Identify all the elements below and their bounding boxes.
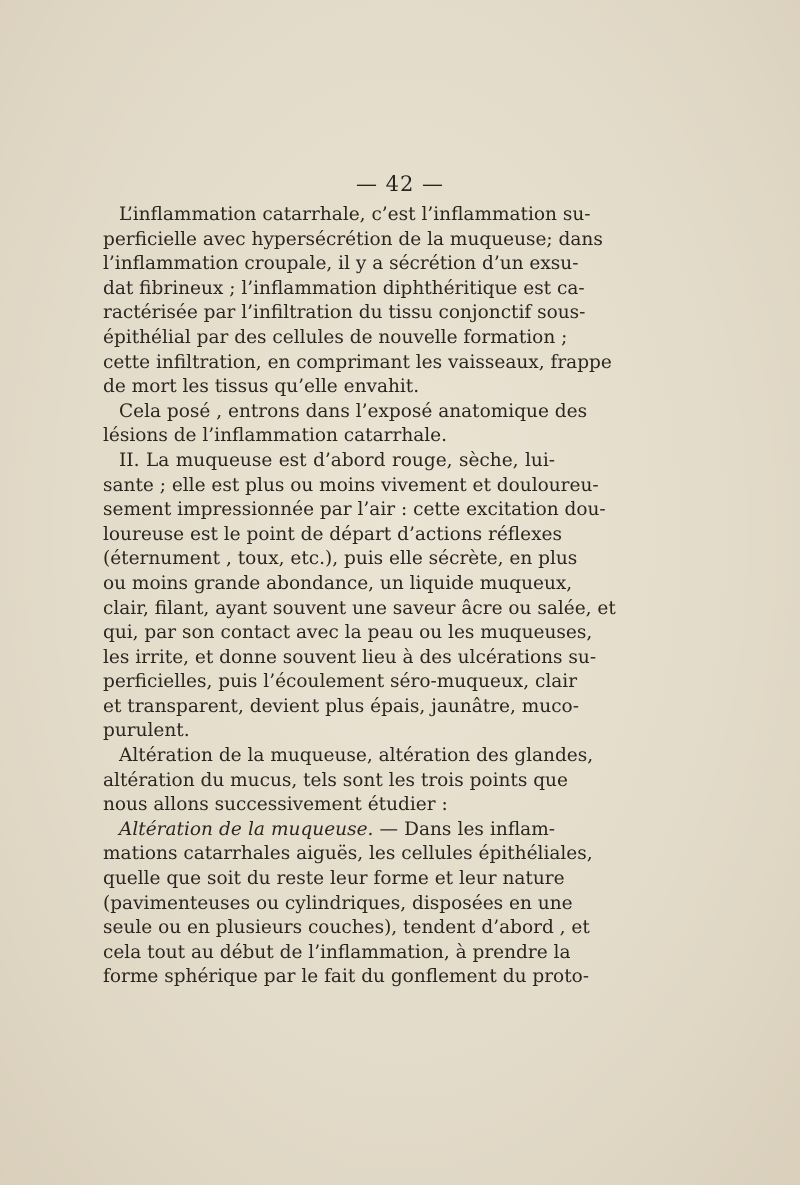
text-line: de mort les tissus qu’elle envahit.: [103, 376, 420, 398]
text-line: (éternument , toux, etc.), puis elle sécrète, en plus: [103, 548, 578, 570]
text-line: L’inflammation catarrhale, c’est l’inflammation su-: [119, 204, 591, 225]
text-line: et transparent, devient plus épais, jaunâtre, muco-: [103, 695, 579, 717]
text-line: Cela posé , entrons dans l’exposé anatomique des: [119, 400, 588, 422]
text-line: épithélial par des cellules de nouvelle formation ;: [103, 326, 568, 348]
text-line: II. La muqueuse est d’abord rouge, sèche, lui-: [119, 449, 555, 471]
text-line: perficielle avec hypersécrétion de la muqueuse; dans: [103, 228, 603, 250]
text-line: cette infiltration, en comprimant les vaisseaux, frappe: [103, 351, 612, 373]
text-line: cela tout au début de l’inflammation, à prendre la: [103, 941, 571, 963]
text-line: purulent.: [103, 720, 190, 742]
text-line: clair, filant, ayant souvent une saveur âcre ou salée, et: [103, 597, 616, 619]
text-line: qui, par son contact avec la peau ou les muqueuses,: [103, 622, 593, 644]
text-line: altération du mucus, tels sont les trois points que: [103, 769, 568, 791]
text-line: dat fibrineux ; l’inflammation diphthéritique est ca-: [103, 277, 585, 299]
text-line: nous allons successivement étudier :: [103, 794, 448, 816]
line-rest: — Dans les inflam-: [373, 818, 555, 840]
text-line: lésions de l’inflammation catarrhale.: [103, 425, 448, 447]
text-line: (pavimenteuses ou cylindriques, disposées en une: [103, 892, 573, 914]
text-line: les irrite, et donne souvent lieu à des ulcérations su-: [103, 646, 597, 668]
text-line: seule ou en plusieurs couches), tendent d’abord , et: [103, 917, 590, 939]
page-number: — 42 —: [355, 172, 445, 196]
body-text: [103, 203, 616, 990]
section-heading-italic: Altération de la muqueuse.: [119, 818, 374, 840]
text-line: sante ; elle est plus ou moins vivement et douloureu-: [103, 474, 599, 496]
text-line: Altération de la muqueuse, altération des glandes,: [119, 745, 594, 767]
text-line: quelle que soit du reste leur forme et leur nature: [103, 868, 565, 890]
text-line: [103, 818, 555, 843]
text-line: ractérisée par l’infiltration du tissu conjonctif sous-: [103, 302, 586, 324]
text-line: ou moins grande abondance, un liquide muqueux,: [103, 572, 573, 594]
text-line: loureuse est le point de départ d’actions réflexes: [103, 523, 562, 545]
text-line: forme sphérique par le fait du gonflement du proto-: [103, 966, 590, 988]
text-line: perficielles, puis l’écoulement séro-muqueux, clair: [103, 671, 578, 693]
text-line: mations catarrhales aiguës, les cellules épithéliales,: [103, 843, 593, 865]
text-line: sement impressionnée par l’air : cette excitation dou-: [103, 499, 606, 521]
text-line: l’inflammation croupale, il y a sécrétion d’un exsu-: [103, 253, 579, 275]
